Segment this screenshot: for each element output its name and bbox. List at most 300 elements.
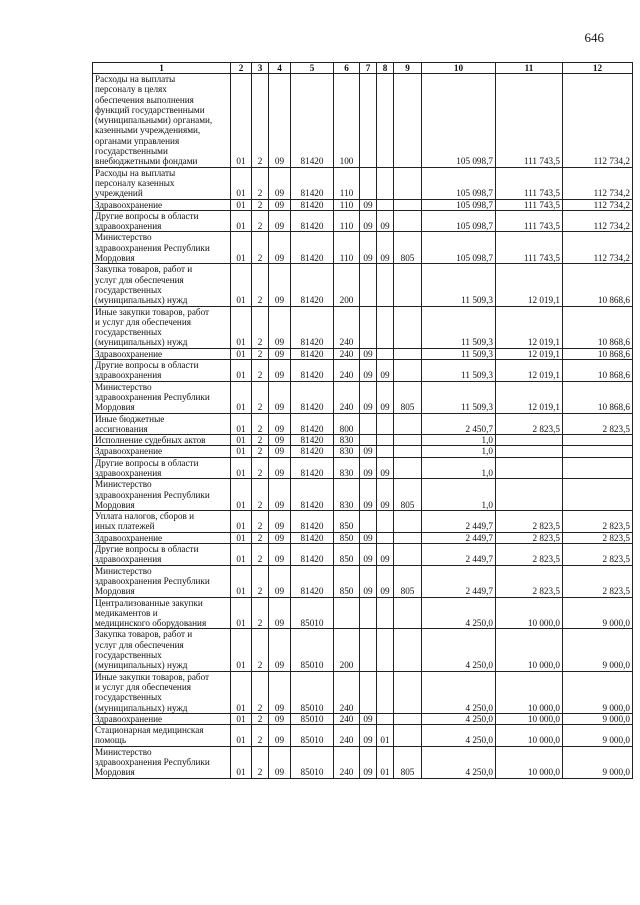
table-cell: 01: [231, 671, 252, 713]
table-row: [93, 511, 633, 533]
row-name-cell: Министерство здравоохранения Республики Мордовия: [93, 232, 231, 264]
table-cell: 85010: [291, 725, 334, 747]
table-row: [93, 713, 633, 724]
table-cell: 2: [252, 511, 269, 533]
table-row: [93, 413, 633, 435]
table-row: [93, 457, 633, 479]
table-cell: 09: [360, 199, 377, 210]
table-cell: 10 000,0: [496, 746, 563, 778]
table-cell: 09: [360, 381, 377, 413]
column-header: 9: [394, 63, 422, 74]
table-cell: 81420: [291, 199, 334, 210]
table-row: [93, 381, 633, 413]
table-cell: 10 868,6: [563, 360, 633, 382]
table-cell: 10 000,0: [496, 713, 563, 724]
table-cell: 11 509,3: [422, 381, 496, 413]
table-cell: 4 250,0: [422, 629, 496, 671]
table-cell: [496, 446, 563, 457]
table-cell: [377, 264, 394, 306]
table-cell: [360, 306, 377, 348]
table-cell: [360, 413, 377, 435]
table-cell: [563, 457, 633, 479]
column-header: 5: [291, 63, 334, 74]
column-header: 7: [360, 63, 377, 74]
table-cell: 01: [231, 511, 252, 533]
table-cell: 2: [252, 435, 269, 446]
table-cell: 111 743,5: [496, 74, 563, 168]
table-cell: 2: [252, 746, 269, 778]
table-cell: 01: [231, 167, 252, 199]
table-cell: 105 098,7: [422, 210, 496, 232]
table-cell: 112 734,2: [563, 210, 633, 232]
table-cell: 2: [252, 167, 269, 199]
table-cell: 01: [231, 306, 252, 348]
table-cell: 2: [252, 629, 269, 671]
table-cell: [496, 457, 563, 479]
table-cell: 2: [252, 479, 269, 511]
table-cell: 2: [252, 348, 269, 359]
table-cell: 09: [360, 457, 377, 479]
table-cell: 4 250,0: [422, 671, 496, 713]
table-cell: [394, 544, 422, 566]
table-cell: 09: [269, 446, 291, 457]
table-cell: 81420: [291, 446, 334, 457]
table-cell: [377, 532, 394, 543]
table-cell: 81420: [291, 544, 334, 566]
table-row: [93, 544, 633, 566]
table-cell: 01: [231, 725, 252, 747]
table-cell: [496, 479, 563, 511]
table-cell: 111 743,5: [496, 210, 563, 232]
table-cell: 2 449,7: [422, 544, 496, 566]
table-cell: [377, 446, 394, 457]
table-cell: [360, 74, 377, 168]
table-cell: 09: [269, 544, 291, 566]
table-cell: 2: [252, 446, 269, 457]
table-cell: 111 743,5: [496, 199, 563, 210]
row-name-cell: Иные бюджетные ассигнования: [93, 413, 231, 435]
table-cell: [394, 435, 422, 446]
table-cell: 01: [231, 413, 252, 435]
table-cell: 2 823,5: [563, 413, 633, 435]
table-cell: 2: [252, 713, 269, 724]
column-header: 10: [422, 63, 496, 74]
table-cell: 09: [269, 671, 291, 713]
table-cell: 09: [269, 199, 291, 210]
table-cell: [360, 264, 377, 306]
table-cell: [394, 210, 422, 232]
table-cell: 85010: [291, 746, 334, 778]
table-cell: 09: [269, 360, 291, 382]
table-cell: 10 000,0: [496, 629, 563, 671]
table-cell: 01: [231, 532, 252, 543]
table-cell: 2 823,5: [496, 544, 563, 566]
table-cell: 240: [334, 725, 360, 747]
table-cell: 2 823,5: [563, 544, 633, 566]
table-cell: 81420: [291, 360, 334, 382]
row-name-cell: Стационарная медицинская помощь: [93, 725, 231, 747]
row-name-cell: Министерство здравоохранения Республики Мордовия: [93, 565, 231, 597]
table-cell: 240: [334, 746, 360, 778]
table-cell: 11 509,3: [422, 306, 496, 348]
table-cell: [394, 167, 422, 199]
table-cell: 09: [360, 725, 377, 747]
table-cell: 01: [231, 348, 252, 359]
table-cell: 11 509,3: [422, 264, 496, 306]
table-header: [93, 63, 633, 74]
table-cell: [563, 446, 633, 457]
table-cell: 09: [269, 435, 291, 446]
table-cell: 11 509,3: [422, 348, 496, 359]
column-header: 1: [93, 63, 231, 74]
table-cell: 01: [231, 565, 252, 597]
table-cell: 81420: [291, 306, 334, 348]
row-name-cell: Другие вопросы в области здравоохранения: [93, 544, 231, 566]
table-cell: 12 019,1: [496, 348, 563, 359]
table-cell: 830: [334, 435, 360, 446]
table-cell: 2: [252, 210, 269, 232]
table-cell: 110: [334, 199, 360, 210]
table-cell: 2: [252, 306, 269, 348]
table-cell: 805: [394, 232, 422, 264]
budget-table: [92, 62, 633, 779]
row-name-cell: Расходы на выплаты персоналу казенных учреждений: [93, 167, 231, 199]
table-cell: 111 743,5: [496, 232, 563, 264]
table-cell: 10 000,0: [496, 725, 563, 747]
table-cell: [377, 306, 394, 348]
table-cell: 01: [231, 746, 252, 778]
table-cell: 09: [269, 167, 291, 199]
table-cell: [394, 306, 422, 348]
table-row: [93, 746, 633, 778]
column-header: 6: [334, 63, 360, 74]
table-cell: 4 250,0: [422, 713, 496, 724]
table-cell: 09: [377, 381, 394, 413]
table-cell: 09: [269, 457, 291, 479]
table-cell: 01: [231, 597, 252, 629]
table-cell: 09: [269, 565, 291, 597]
row-name-cell: Министерство здравоохранения Республики Мордовия: [93, 746, 231, 778]
table-cell: 240: [334, 306, 360, 348]
table-row: [93, 629, 633, 671]
table-cell: 2 449,7: [422, 565, 496, 597]
table-cell: 09: [269, 511, 291, 533]
table-cell: 09: [269, 629, 291, 671]
table-cell: 85010: [291, 671, 334, 713]
table-cell: 2: [252, 565, 269, 597]
row-name-cell: Министерство здравоохранения Республики Мордовия: [93, 479, 231, 511]
table-cell: 09: [377, 457, 394, 479]
table-cell: 09: [360, 746, 377, 778]
table-cell: 01: [231, 713, 252, 724]
table-cell: 4 250,0: [422, 746, 496, 778]
table-cell: 09: [360, 532, 377, 543]
table-cell: [394, 511, 422, 533]
table-cell: 2 823,5: [563, 532, 633, 543]
table-cell: [394, 532, 422, 543]
table-cell: [377, 167, 394, 199]
table-cell: 09: [269, 713, 291, 724]
table-row: [93, 565, 633, 597]
table-cell: 805: [394, 746, 422, 778]
table-cell: 2 449,7: [422, 511, 496, 533]
table-cell: 1,0: [422, 446, 496, 457]
table-cell: 2 823,5: [496, 413, 563, 435]
table-cell: [360, 511, 377, 533]
table-row: [93, 167, 633, 199]
table-cell: 01: [231, 232, 252, 264]
table-row: [93, 446, 633, 457]
table-cell: 2 823,5: [496, 532, 563, 543]
table-cell: 09: [360, 565, 377, 597]
table-row: [93, 306, 633, 348]
table-cell: 09: [269, 306, 291, 348]
table-cell: 10 868,6: [563, 348, 633, 359]
table-cell: [394, 360, 422, 382]
table-cell: 81420: [291, 413, 334, 435]
table-row: [93, 360, 633, 382]
table-cell: [563, 479, 633, 511]
table-cell: 9 000,0: [563, 713, 633, 724]
table-cell: 09: [269, 232, 291, 264]
table-cell: [394, 457, 422, 479]
table-cell: 01: [231, 210, 252, 232]
table-cell: 112 734,2: [563, 167, 633, 199]
table-cell: 01: [231, 457, 252, 479]
table-cell: 01: [377, 725, 394, 747]
table-cell: 81420: [291, 210, 334, 232]
page-number: 646: [584, 30, 604, 45]
table-cell: 111 743,5: [496, 167, 563, 199]
table-cell: 105 098,7: [422, 232, 496, 264]
table-cell: [394, 671, 422, 713]
table-cell: [394, 597, 422, 629]
table-cell: 81420: [291, 264, 334, 306]
table-cell: 805: [394, 479, 422, 511]
table-cell: 850: [334, 544, 360, 566]
table-row: [93, 199, 633, 210]
table-cell: [394, 74, 422, 168]
table-cell: 09: [269, 725, 291, 747]
table-cell: 830: [334, 479, 360, 511]
table-cell: 2: [252, 457, 269, 479]
table-cell: 105 098,7: [422, 167, 496, 199]
table-cell: 01: [231, 74, 252, 168]
table-cell: [377, 597, 394, 629]
table-cell: 200: [334, 264, 360, 306]
table-cell: 112 734,2: [563, 199, 633, 210]
row-name-cell: Расходы на выплаты персоналу в целях обеспечения выполнения функций государственными (муниципальными) органами, казенными учреждениями, органами управления государственными внебюджетными фондами: [93, 74, 231, 168]
table-cell: [377, 413, 394, 435]
table-row: [93, 348, 633, 359]
table-cell: 01: [231, 446, 252, 457]
table-cell: [360, 597, 377, 629]
table-cell: 240: [334, 381, 360, 413]
table-cell: 01: [231, 544, 252, 566]
table-cell: 1,0: [422, 457, 496, 479]
row-name-cell: Здравоохранение: [93, 713, 231, 724]
table-cell: 09: [269, 746, 291, 778]
row-name-cell: Централизованные закупки медикаментов и медицинского оборудования: [93, 597, 231, 629]
table-cell: 2 823,5: [563, 565, 633, 597]
table-cell: 09: [269, 210, 291, 232]
table-cell: 85010: [291, 713, 334, 724]
table-cell: 09: [360, 446, 377, 457]
table-cell: 09: [269, 264, 291, 306]
table-cell: 4 250,0: [422, 725, 496, 747]
table-cell: 09: [269, 348, 291, 359]
table-cell: 9 000,0: [563, 629, 633, 671]
table-cell: 09: [377, 232, 394, 264]
table-row: [93, 264, 633, 306]
table-cell: 105 098,7: [422, 199, 496, 210]
table-cell: 01: [231, 479, 252, 511]
column-header: 8: [377, 63, 394, 74]
table-cell: 09: [360, 210, 377, 232]
table-cell: [377, 713, 394, 724]
table-row: [93, 232, 633, 264]
table-cell: 2: [252, 381, 269, 413]
table-cell: [377, 74, 394, 168]
table-cell: [377, 629, 394, 671]
table-cell: 81420: [291, 511, 334, 533]
table-body: [93, 74, 633, 779]
table-cell: 2 449,7: [422, 532, 496, 543]
table-cell: 240: [334, 671, 360, 713]
table-cell: 9 000,0: [563, 746, 633, 778]
table-cell: [496, 435, 563, 446]
table-cell: [377, 199, 394, 210]
table-cell: 805: [394, 565, 422, 597]
table-cell: 01: [231, 381, 252, 413]
table-cell: 01: [231, 199, 252, 210]
table-cell: 09: [360, 713, 377, 724]
row-name-cell: Другие вопросы в области здравоохранения: [93, 457, 231, 479]
table-cell: 2 823,5: [496, 511, 563, 533]
table-cell: 1,0: [422, 479, 496, 511]
table-cell: 200: [334, 629, 360, 671]
table-cell: 09: [377, 479, 394, 511]
table-cell: 81420: [291, 381, 334, 413]
table-cell: 09: [360, 544, 377, 566]
table-cell: 240: [334, 713, 360, 724]
column-header: 4: [269, 63, 291, 74]
row-name-cell: Закупка товаров, работ и услуг для обеспечения государственных (муниципальных) нужд: [93, 264, 231, 306]
table-cell: 85010: [291, 597, 334, 629]
table-cell: [394, 264, 422, 306]
table-cell: 81420: [291, 435, 334, 446]
table-cell: 09: [269, 532, 291, 543]
table-cell: 81420: [291, 348, 334, 359]
table-cell: [394, 725, 422, 747]
table-cell: 240: [334, 348, 360, 359]
table-cell: [563, 435, 633, 446]
table-cell: 85010: [291, 629, 334, 671]
table-cell: 12 019,1: [496, 306, 563, 348]
table-cell: 2 450,7: [422, 413, 496, 435]
table-cell: [360, 629, 377, 671]
table-cell: 81420: [291, 457, 334, 479]
table-cell: 112 734,2: [563, 74, 633, 168]
table-cell: 805: [394, 381, 422, 413]
table-cell: 2: [252, 597, 269, 629]
table-cell: 9 000,0: [563, 671, 633, 713]
table-cell: [377, 348, 394, 359]
table-cell: 10 000,0: [496, 671, 563, 713]
table-cell: 12 019,1: [496, 360, 563, 382]
row-name-cell: Здравоохранение: [93, 532, 231, 543]
row-name-cell: Исполнение судебных актов: [93, 435, 231, 446]
table-cell: 10 868,6: [563, 264, 633, 306]
table-cell: 09: [377, 544, 394, 566]
table-cell: [377, 435, 394, 446]
table-row: [93, 532, 633, 543]
table-cell: [360, 435, 377, 446]
table-cell: [377, 511, 394, 533]
table-row: [93, 479, 633, 511]
table-cell: 2: [252, 264, 269, 306]
row-name-cell: Иные закупки товаров, работ и услуг для обеспечения государственных (муниципальных) нужд: [93, 306, 231, 348]
table-cell: 09: [360, 479, 377, 511]
table-cell: 2: [252, 199, 269, 210]
table-cell: 09: [269, 597, 291, 629]
table-cell: 81420: [291, 565, 334, 597]
table-row: [93, 210, 633, 232]
table-row: [93, 671, 633, 713]
table-cell: 110: [334, 210, 360, 232]
table-cell: 9 000,0: [563, 597, 633, 629]
table-row: [93, 597, 633, 629]
table-cell: 100: [334, 74, 360, 168]
table-cell: 800: [334, 413, 360, 435]
table-row: [93, 725, 633, 747]
table-cell: 81420: [291, 232, 334, 264]
table-cell: 01: [377, 746, 394, 778]
row-name-cell: Здравоохранение: [93, 348, 231, 359]
table-cell: 09: [269, 381, 291, 413]
table-cell: 09: [269, 74, 291, 168]
table-cell: 81420: [291, 167, 334, 199]
table-cell: 12 019,1: [496, 264, 563, 306]
table-cell: 240: [334, 360, 360, 382]
table-cell: 9 000,0: [563, 725, 633, 747]
row-name-cell: Закупка товаров, работ и услуг для обеспечения государственных (муниципальных) нужд: [93, 629, 231, 671]
table-cell: 01: [231, 629, 252, 671]
table-cell: [394, 713, 422, 724]
row-name-cell: Другие вопросы в области здравоохранения: [93, 360, 231, 382]
row-name-cell: Иные закупки товаров, работ и услуг для обеспечения государственных (муниципальных) нужд: [93, 671, 231, 713]
table-cell: 830: [334, 446, 360, 457]
row-name-cell: Другие вопросы в области здравоохранения: [93, 210, 231, 232]
row-name-cell: Здравоохранение: [93, 199, 231, 210]
table-cell: 1,0: [422, 435, 496, 446]
table-cell: 09: [269, 413, 291, 435]
table-cell: [377, 671, 394, 713]
table-cell: 09: [360, 348, 377, 359]
table-cell: [394, 446, 422, 457]
table-cell: 850: [334, 511, 360, 533]
table-cell: [394, 348, 422, 359]
table-cell: 2: [252, 725, 269, 747]
table-cell: [360, 671, 377, 713]
table-cell: 01: [231, 264, 252, 306]
table-cell: [334, 597, 360, 629]
table-cell: 2: [252, 671, 269, 713]
table-cell: 81420: [291, 532, 334, 543]
table-cell: 11 509,3: [422, 360, 496, 382]
table-cell: 09: [377, 360, 394, 382]
header-row: [93, 63, 633, 74]
